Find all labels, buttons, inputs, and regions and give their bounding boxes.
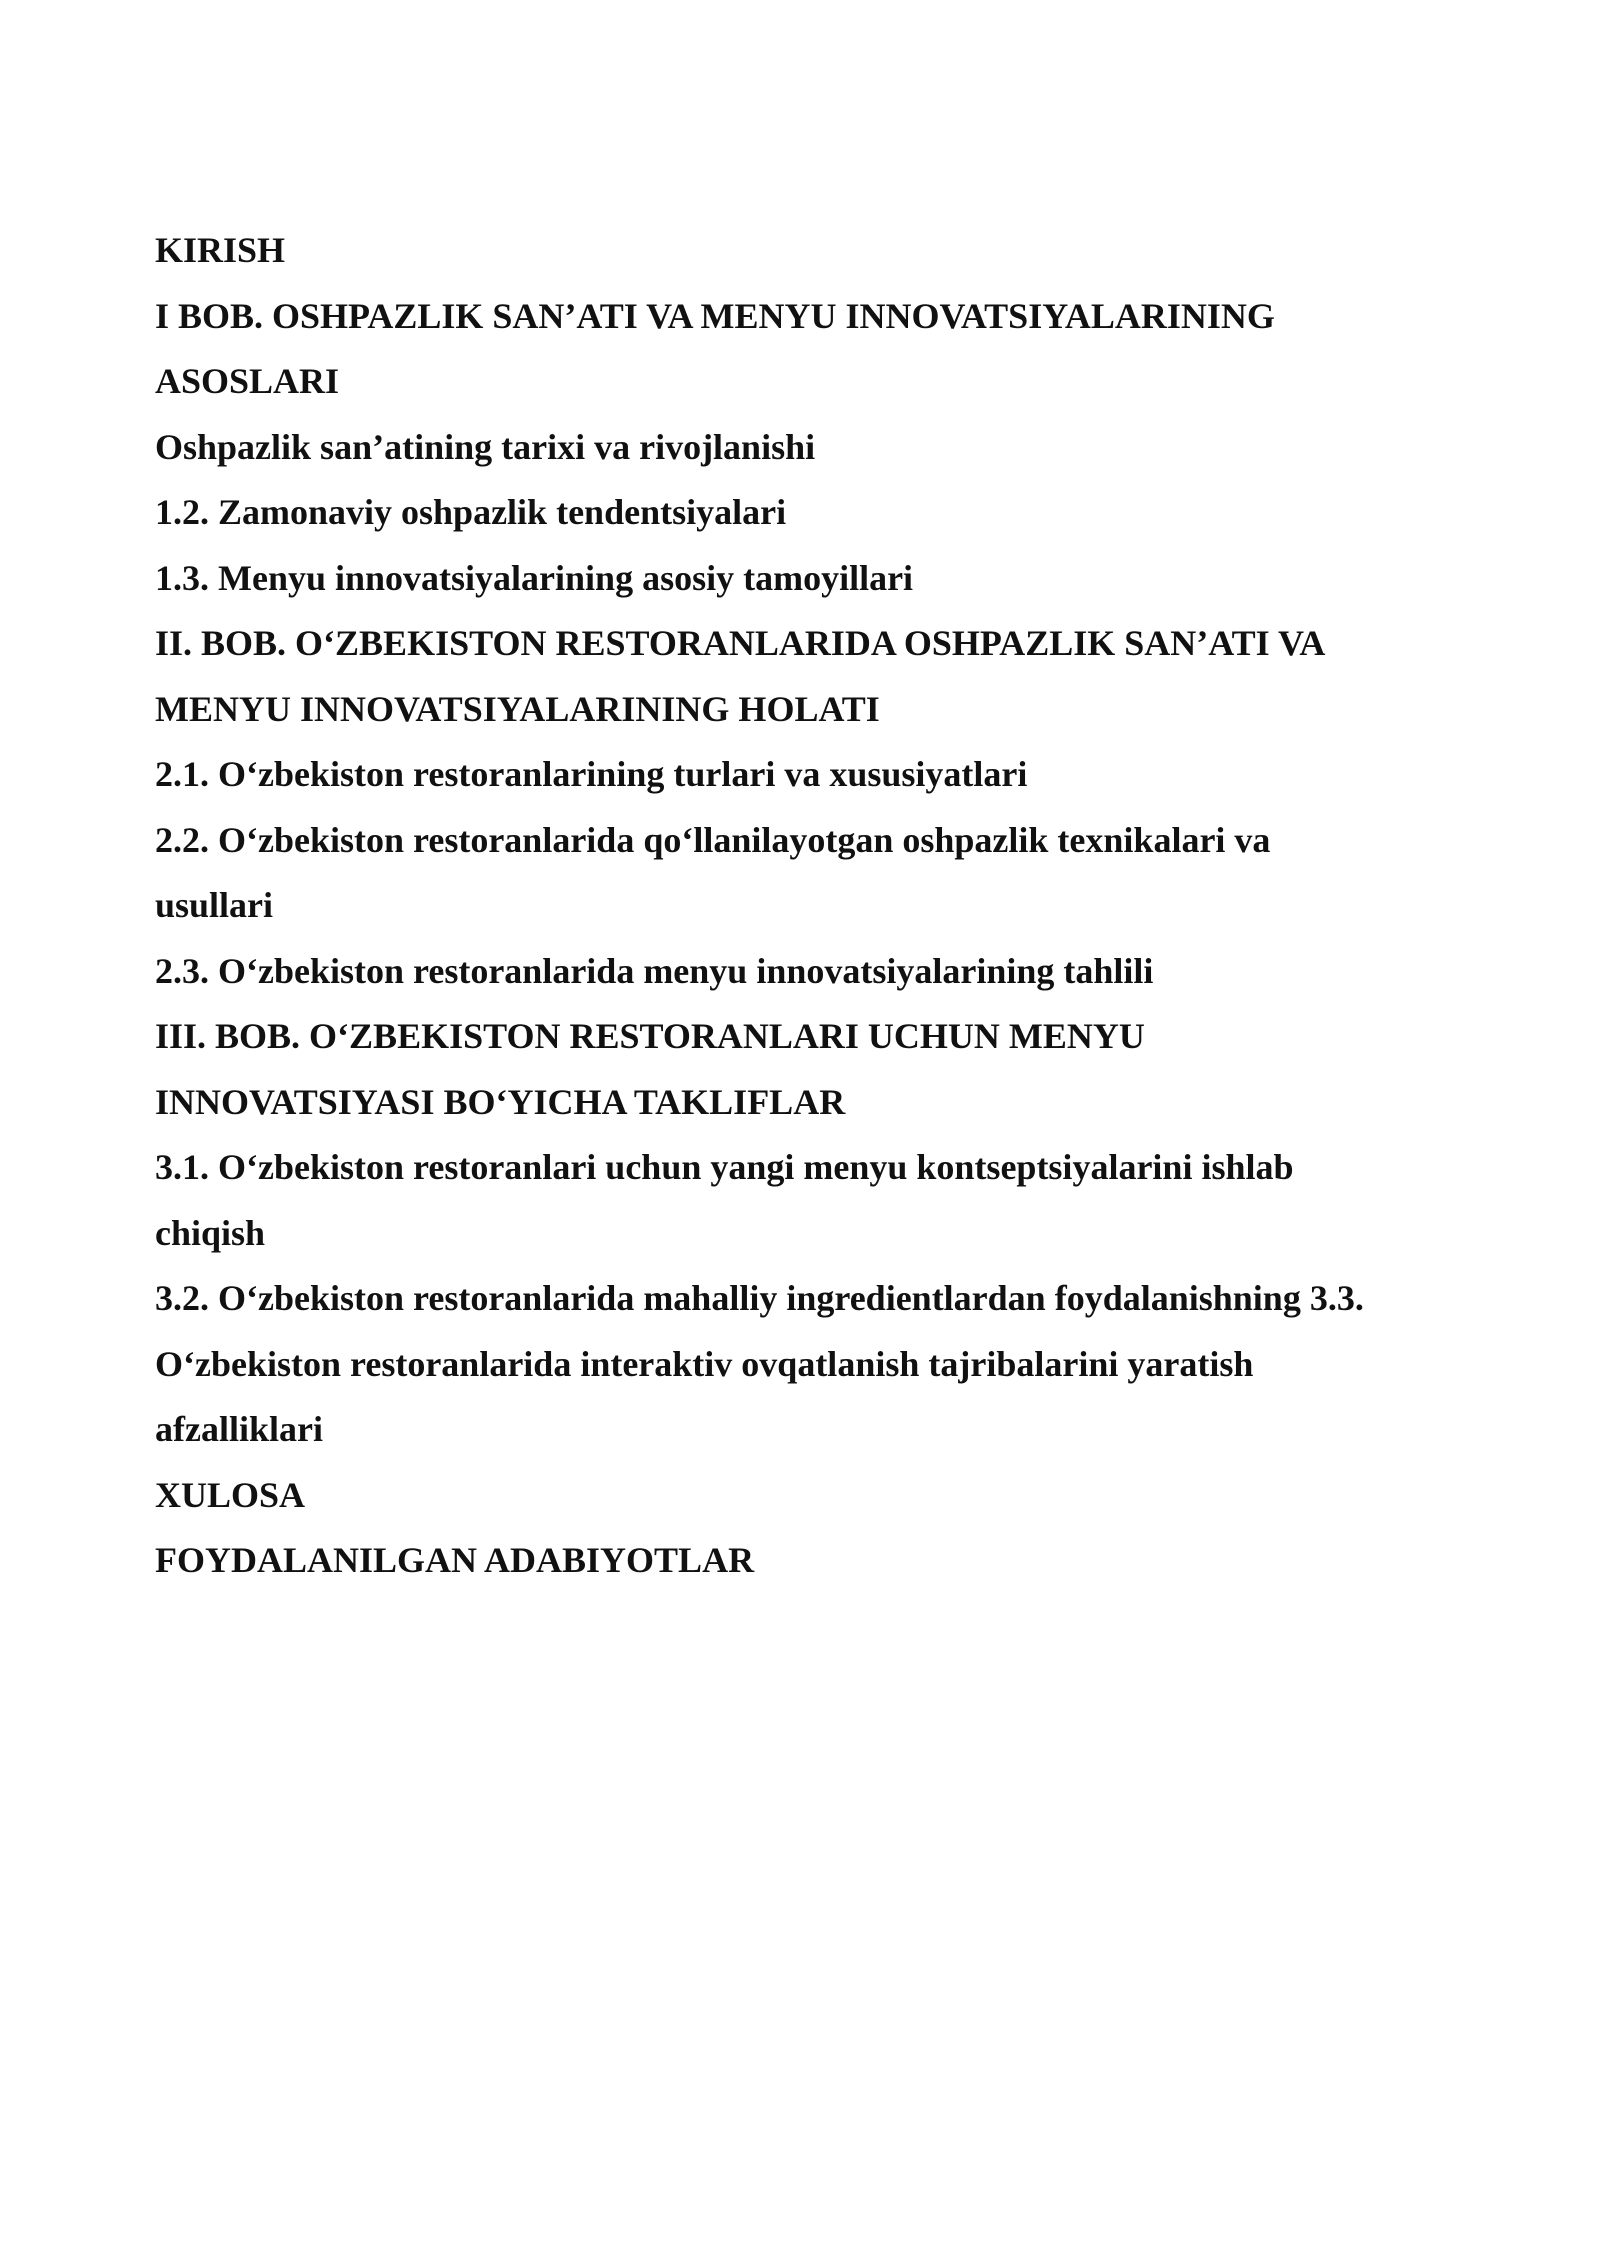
toc-section-2-2-cont: usullari	[155, 885, 274, 925]
toc-section-3-1: 3.1. O‘zbekiston restoranlari uchun yangi menyu kontseptsiyalarini ishlab	[155, 1147, 1294, 1187]
toc-entry-intro: KIRISH	[155, 230, 286, 270]
toc-section-2-2: 2.2. O‘zbekiston restoranlarida qo‘llanilayotgan oshpazlik texnikalari va	[155, 819, 1271, 860]
toc-chapter-3-title: III. BOB. O‘ZBEKISTON RESTORANLARI UCHUN MENYU	[155, 1016, 1145, 1056]
table-of-contents	[155, 218, 1455, 1594]
toc-section-1-1: Oshpazlik san’atining tarixi va rivojlanishi	[155, 426, 816, 467]
toc-entry-conclusion: XULOSA	[155, 1474, 306, 1515]
toc-entry-references: FOYDALANILGAN ADABIYOTLAR	[155, 1540, 755, 1580]
toc-section-1-3: 1.3. Menyu innovatsiyalarining asosiy tamoyillari	[155, 557, 914, 598]
toc-chapter-2-title-cont: MENYU INNOVATSIYALARINING HOLATI	[155, 688, 880, 729]
toc-section-3-3-cont: afzalliklari	[155, 1409, 323, 1449]
toc-section-2-1: 2.1. O‘zbekiston restoranlarining turlari va xususiyatlari	[155, 754, 1028, 794]
toc-chapter-3-title-cont: INNOVATSIYASI BO‘YICHA TAKLIFLAR	[155, 1081, 846, 1122]
toc-section-1-2: 1.2. Zamonaviy oshpazlik tendentsiyalari	[155, 492, 787, 532]
toc-chapter-2-title: II. BOB. O‘ZBEKISTON RESTORANLARIDA OSHPAZLIK SAN’ATI VA	[155, 623, 1326, 663]
toc-chapter-1-title-cont: ASOSLARI	[155, 361, 340, 401]
toc-section-3-3: O‘zbekiston restoranlarida interaktiv ovqatlanish tajribalarini yaratish	[155, 1343, 1254, 1384]
toc-section-2-3: 2.3. O‘zbekiston restoranlarida menyu innovatsiyalarining tahlili	[155, 950, 1154, 991]
toc-chapter-1-title: I BOB. OSHPAZLIK SAN’ATI VA MENYU INNOVATSIYALARINING	[155, 295, 1275, 336]
toc-section-3-2: 3.2. O‘zbekiston restoranlarida mahalliy ingredientlardan foydalanishning 3.3.	[155, 1278, 1364, 1318]
toc-section-3-1-cont: chiqish	[155, 1212, 266, 1253]
